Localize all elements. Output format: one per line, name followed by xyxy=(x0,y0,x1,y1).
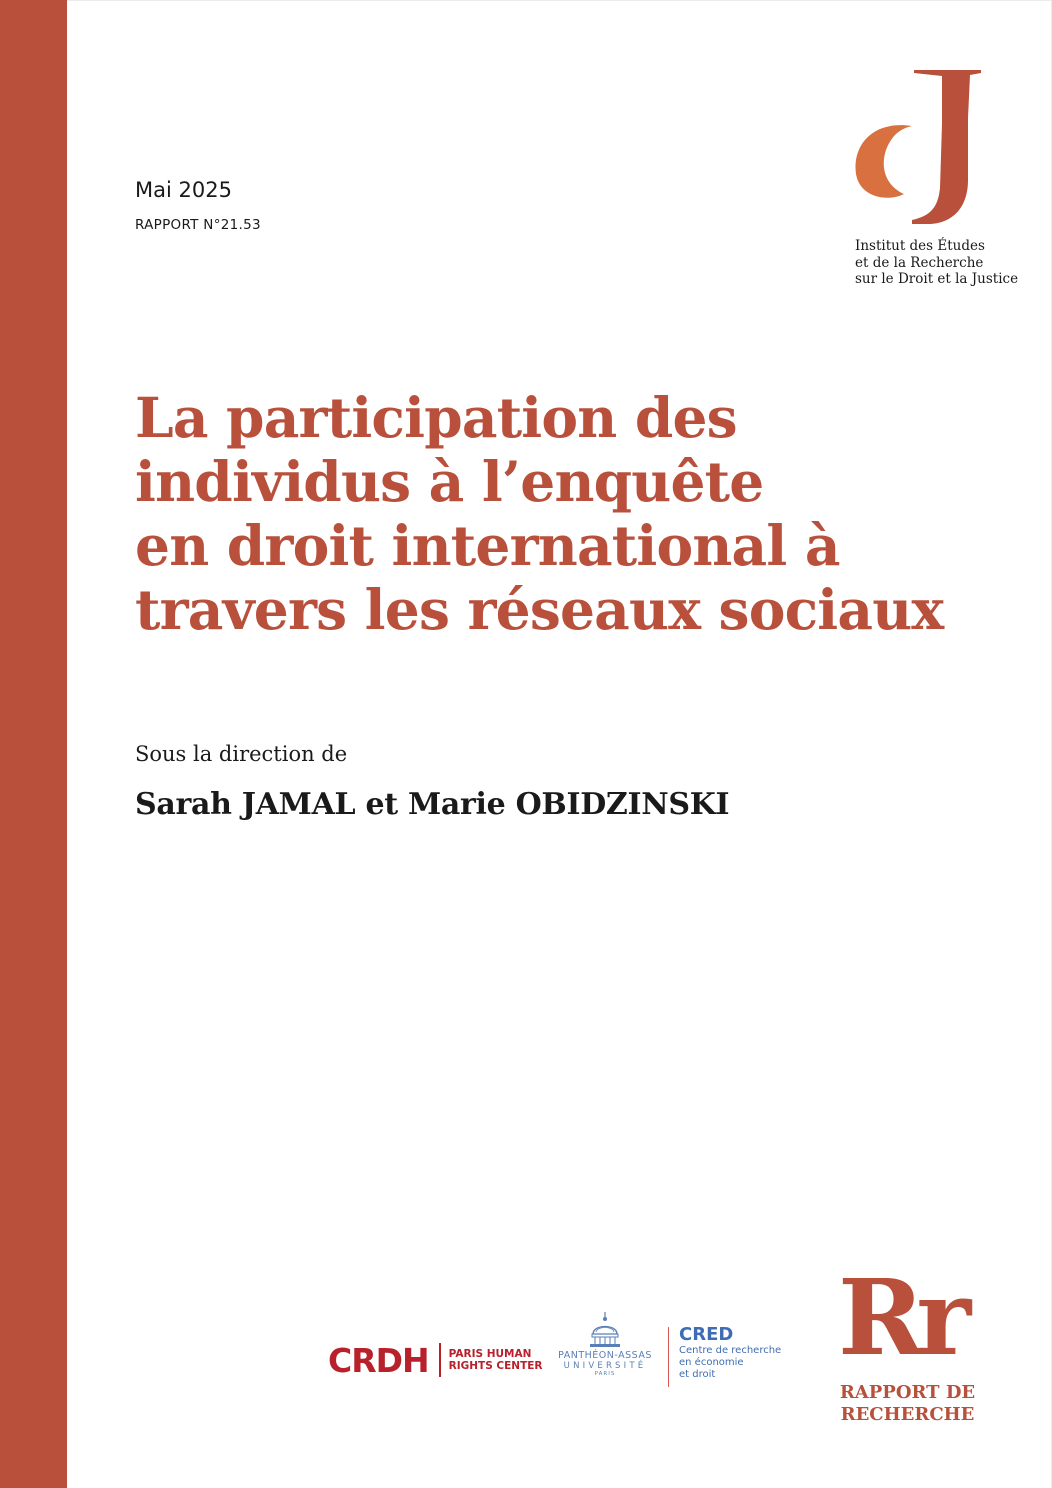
accent-sidebar xyxy=(0,0,67,1488)
institute-name-line: et de la Recherche xyxy=(855,254,984,271)
crdh-subtitle-line: RIGHTS CENTER xyxy=(448,1360,543,1372)
ierdj-dj-logo-icon xyxy=(850,68,985,228)
assas-universite: UNIVERSITÉ xyxy=(563,1361,647,1371)
assas-name: PANTHÉON-ASSAS xyxy=(558,1350,652,1361)
cred-subtitle-line: en économie xyxy=(679,1357,744,1368)
cred-subtitle-line: et droit xyxy=(679,1369,716,1380)
pantheon-assas-logo xyxy=(552,1310,658,1377)
crdh-subtitle xyxy=(449,1348,543,1372)
title-line: travers les réseaux sociaux xyxy=(135,577,944,642)
crdh-separator xyxy=(439,1343,441,1377)
series-label-line: RAPPORT DE xyxy=(839,1382,976,1403)
series-label xyxy=(830,1382,985,1426)
authors: Sarah JAMAL et Marie OBIDZINSKI xyxy=(135,787,730,822)
cred-mark: CRED xyxy=(679,1324,734,1345)
direction-label: Sous la direction de xyxy=(135,742,348,766)
report-title xyxy=(135,386,1015,642)
pantheon-dome-icon xyxy=(585,1310,625,1350)
crdh-mark: CRDH xyxy=(328,1340,429,1380)
cred-logo xyxy=(679,1324,781,1381)
title-line: individus à l’enquête xyxy=(135,449,764,514)
cred-separator xyxy=(668,1327,669,1387)
title-line: en droit international à xyxy=(135,513,840,578)
rr-series-logo: Rr xyxy=(838,1256,964,1379)
assas-city: PARIS xyxy=(594,1371,616,1377)
cred-subtitle-line: Centre de recherche xyxy=(679,1345,782,1356)
institute-name xyxy=(855,238,1018,288)
crdh-subtitle-line: PARIS HUMAN xyxy=(448,1348,532,1360)
title-line: La participation des xyxy=(135,385,737,450)
institute-name-line: Institut des Études xyxy=(855,238,985,254)
report-date: Mai 2025 xyxy=(135,178,232,202)
institute-name-line: sur le Droit et la Justice xyxy=(855,271,1019,287)
report-number: RAPPORT N°21.53 xyxy=(135,217,261,233)
crdh-logo xyxy=(328,1340,543,1380)
series-label-line: RECHERCHE xyxy=(840,1404,975,1425)
